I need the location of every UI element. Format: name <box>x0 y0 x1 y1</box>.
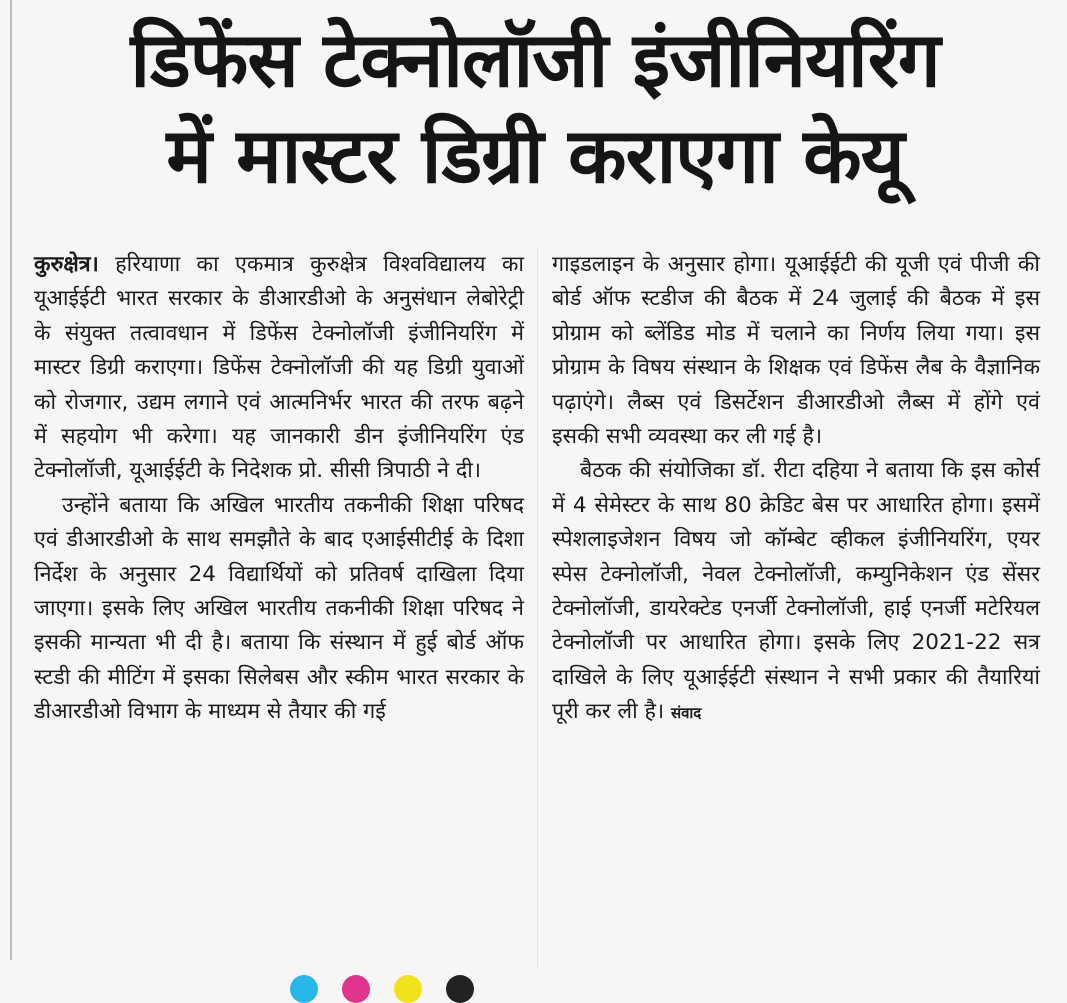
paragraph-right-1: गाइडलाइन के अनुसार होगा। यूआईईटी की यूजी एवं पीजी की बोर्ड ऑफ स्टडीज की बैठक में 24 जुलाई की बैठक में इस प्रोग्राम को ब्लेंडिड मोड में चलाने का निर्णय लिया गया। इस प्रोग्राम के विषय संस्थान के शिक्षक एवं डिफेंस लैब के वैज्ञानिक पढ़ाएंगे। लैब्स एवं डिसर्टेशन डीआरडीओ लैब्स में होंगे एवं इसकी सभी व्यवस्था कर ली गई है। <box>552 252 1040 450</box>
paragraph-right-2-text: बैठक की संयोजिका डॉ. रीटा दहिया ने बताया कि इस कोर्स में 4 सेमेस्टर के साथ 80 क्रेडिट बेस पर आधारित होगा। इसमें स्पेशलाइजेशन विषय जो कॉम्बेट व्हीकल इंजीनियरिंग, एयर स्पेस टेक्नोलॉजी, नेवल टेक्नोलॉजी, कम्युनिकेशन एंड सेंसर टेक्नोलॉजी, डायरेक्टेड एनर्जी टेक्नोलॉजी, हाई एनर्जी मटेरियल टेक्नोलॉजी पर आधारित होगा। इसके लिए 2021-22 सत्र दाखिले के लिए यूआईईटी संस्थान ने सभी प्रकार की तैयारियां पूरी कर ली है। <box>552 458 1040 725</box>
article-column-right <box>552 248 1040 731</box>
paragraph-left-2: उन्होंने बताया कि अखिल भारतीय तकनीकी शिक्षा परिषद एवं डीआरडीओ के साथ समझौते के बाद एआईसीटीई के दिशा निर्देश के अनुसार 24 विद्यार्थियों को प्रतिवर्ष दाखिला दिया जाएगा। इसके लिए अखिल भारतीय तकनीकी शिक्षा परिषद ने इसकी मान्यता भी दी है। बताया कि संस्थान में हुई बोर्ड ऑफ स्टडी की मीटिंग में इसका सिलेबस और स्कीम भारत सरकार के डीआरडीओ विभाग के माध्यम से तैयार की गई <box>34 492 524 725</box>
registration-dot-magenta <box>342 975 370 1003</box>
registration-dot-cyan <box>290 975 318 1003</box>
paragraph-right-2 <box>552 454 1040 730</box>
column-divider <box>537 248 538 968</box>
headline-line-1: डिफेंस टेक्नोलॉजी इंजीनियरिंग <box>130 15 940 104</box>
paragraph-intro <box>34 248 524 489</box>
headline <box>30 12 1040 204</box>
headline-line-2: में मास्टर डिग्री कराएगा केयू <box>166 111 904 200</box>
paragraph-intro-text: हरियाणा का एकमात्र कुरुक्षेत्र विश्वविद्यालय का यूआईईटी भारत सरकार के डीआरडीओ के अनुसंधान लेबोरेट्री के संयुक्त तत्वावधान में डिफेंस टेक्नोलॉजी इंजीनियरिंग में मास्टर डिग्री कराएगा। डिफेंस टेक्नोलॉजी की यह डिग्री युवाओं को रोजगार, उद्यम लगाने एवं आत्मनिर्भर भारत की तरफ बढ़ने में सहयोग भी करेगा। यह जानकारी डीन इंजीनियरिंग एंड टेक्नोलॉजी, यूआईईटी के निदेशक प्रो. सीसी त्रिपाठी ने दी। <box>34 252 524 484</box>
article-column-left <box>34 248 524 730</box>
page-left-rule <box>10 0 12 960</box>
registration-dot-yellow <box>394 975 422 1003</box>
dateline: कुरुक्षेत्र। <box>34 252 99 277</box>
registration-dot-black <box>446 975 474 1003</box>
byline: संवाद <box>670 704 702 723</box>
